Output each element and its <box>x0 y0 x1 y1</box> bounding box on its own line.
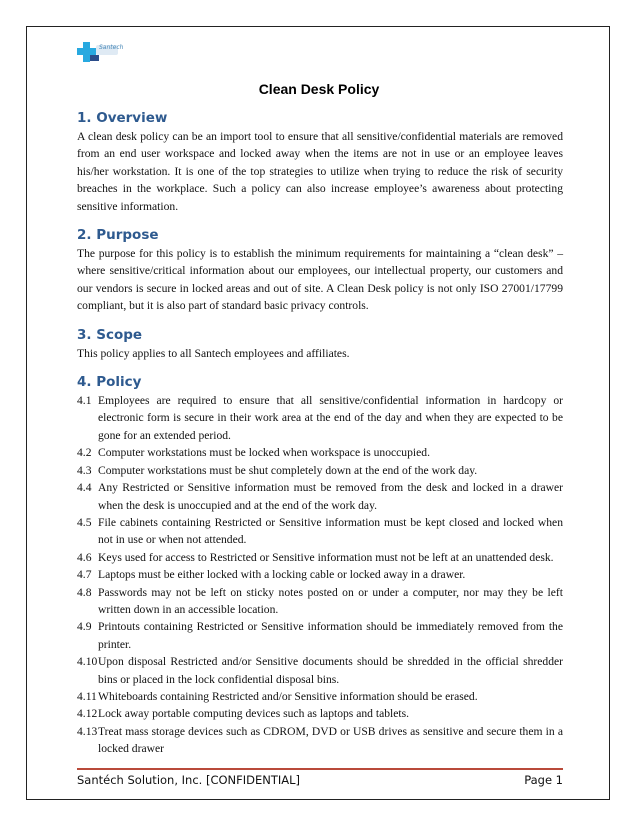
list-item <box>77 392 563 444</box>
item-number: 4.12 <box>77 707 98 721</box>
footer-page-number: Page 1 <box>524 773 563 787</box>
item-number: 4.13 <box>77 724 98 738</box>
list-item <box>77 723 563 758</box>
list-item <box>77 618 563 653</box>
item-text: Any Restricted or Sensitive information must be removed from the desk and locked in a drawer when the desk is unoccupied and at the end of the work day. <box>98 481 563 512</box>
item-text: Keys used for access to Restricted or Sensitive information must not be left at an unattended desk. <box>98 550 554 564</box>
santech-logo <box>77 40 124 64</box>
item-number: 4.11 <box>77 689 97 703</box>
scope-heading: 3. Scope <box>77 326 143 343</box>
document-title: Clean Desk Policy <box>258 81 380 97</box>
item-number: 4.1 <box>77 394 92 408</box>
item-text: Whiteboards containing Restricted and/or Sensitive information should be erased. <box>98 689 478 703</box>
policy-heading: 4. Policy <box>77 374 142 391</box>
item-text: Employees are required to ensure that all sensitive/confidential information in hardcopy or electronic form is secure in their work area at the end of the day and when they are expected to be gone for an extended period. <box>98 394 563 442</box>
item-number: 4.6 <box>77 550 92 564</box>
list-item <box>77 479 563 514</box>
item-text: Printouts containing Restricted or Sensitive information should be immediately removed from the printer. <box>98 620 563 651</box>
item-text: Lock away portable computing devices such as laptops and tablets. <box>98 707 410 721</box>
scope-paragraph: This policy applies to all Santech employees and affiliates. <box>77 346 350 360</box>
item-number: 4.5 <box>77 515 92 529</box>
item-text: Computer workstations must be locked when workspace is unoccupied. <box>98 446 430 460</box>
list-item <box>77 444 563 461</box>
document-body <box>77 108 563 758</box>
item-text: File cabinets containing Restricted or Sensitive information must be kept closed and locked when not in use or when not attended. <box>98 515 563 547</box>
list-item <box>77 462 563 479</box>
list-item <box>77 584 563 619</box>
item-number: 4.10 <box>77 655 98 669</box>
item-text: Upon disposal Restricted and/or Sensitive documents should be shredded in the official shredder bins or placed in the lock confidential disposal bins. <box>98 655 563 686</box>
purpose-paragraph: The purpose for this policy is to establish the minimum requirements for maintaining a “clean desk” – where sensitive/critical information about our employees, our intellectual property, our customers and our vendors is secure in locked areas and out of site. A Clean Desk policy is not only ISO 27001/17799 compliant, but it is also part of standard basic privacy controls. <box>77 247 563 313</box>
item-text: Passwords may not be left on sticky notes posted on or under a computer, nor may they be left written down in an accessible location. <box>98 585 563 616</box>
list-item <box>77 514 563 549</box>
item-number: 4.8 <box>77 585 92 599</box>
list-item <box>77 705 563 722</box>
logo-text: Santech <box>99 44 124 51</box>
item-text: Treat mass storage devices such as CDROM, DVD or USB drives as sensitive and secure them in a locked drawer <box>98 724 563 756</box>
footer-divider <box>77 768 563 770</box>
list-item <box>77 688 563 705</box>
item-text: Laptops must be either locked with a locking cable or locked away in a drawer. <box>98 568 466 582</box>
purpose-heading: 2. Purpose <box>77 227 159 244</box>
item-text: Computer workstations must be shut completely down at the end of the work day. <box>98 463 478 477</box>
list-item <box>77 566 563 583</box>
item-number: 4.4 <box>77 481 92 495</box>
footer-company: Santéch Solution, Inc. [CONFIDENTIAL] <box>77 773 301 787</box>
list-item <box>77 549 563 566</box>
item-number: 4.9 <box>77 620 92 634</box>
item-number: 4.7 <box>77 568 92 582</box>
policy-list <box>77 392 563 758</box>
list-item <box>77 653 563 688</box>
overview-heading: 1. Overview <box>77 110 168 126</box>
overview-paragraph: A clean desk policy can be an import tool to ensure that all sensitive/confidential materials are removed from an end user workspace and locked away when the items are not in use or an employee leaves his/her workstation. It is one of the top strategies to utilize when trying to reduce the risk of security breaches in the workplace. Such a policy can also increase employee’s awareness about protecting sensitive information. <box>77 130 563 213</box>
item-number: 4.3 <box>77 463 92 477</box>
item-number: 4.2 <box>77 446 92 460</box>
